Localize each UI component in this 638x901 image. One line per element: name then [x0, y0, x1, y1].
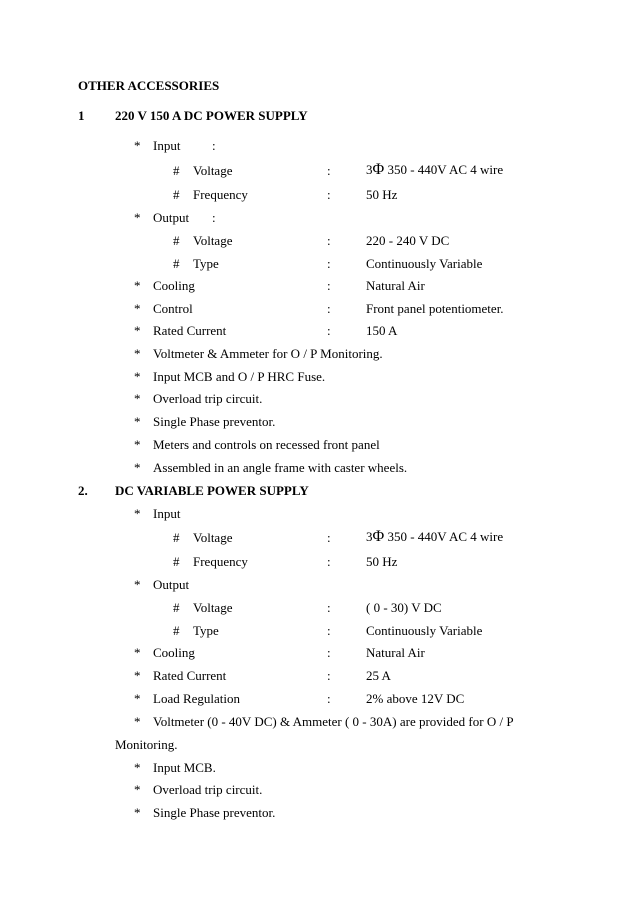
phi-symbol: Φ: [372, 161, 385, 178]
bullet: *: [134, 301, 141, 316]
s2-voltage-in-sep: :: [327, 530, 331, 545]
s2-voltage-out-label: Voltage: [193, 600, 233, 615]
section-2-number: 2.: [78, 483, 88, 498]
hash: #: [173, 623, 180, 638]
s1-input-colon: :: [212, 138, 216, 153]
s2-rated-current-value: 25 A: [366, 668, 391, 683]
s1-frequency-value: 50 Hz: [366, 187, 398, 202]
bullet: *: [134, 369, 141, 384]
s2-feature-item: Input MCB.: [153, 760, 216, 775]
s1-feature-item: Input MCB and O / P HRC Fuse.: [153, 369, 326, 384]
s1-feature-item: Single Phase preventor.: [153, 414, 276, 429]
s2-frequency-value: 50 Hz: [366, 554, 398, 569]
s2-voltage-in-label: Voltage: [193, 530, 233, 545]
s1-control-value: Front panel potentiometer.: [366, 301, 504, 316]
s1-input-label: Input: [153, 138, 181, 153]
s1-voltage-in-value: 3Φ 350 - 440V AC 4 wire: [366, 161, 504, 178]
s1-voltage-out-sep: :: [327, 233, 331, 248]
bullet: *: [134, 805, 141, 820]
bullet: *: [134, 323, 141, 338]
hash: #: [173, 256, 180, 271]
bullet: *: [134, 414, 141, 429]
bullet: *: [134, 691, 141, 706]
s1-cooling-label: Cooling: [153, 278, 195, 293]
hash: #: [173, 554, 180, 569]
bullet: *: [134, 645, 141, 660]
s1-output-colon: :: [212, 210, 216, 225]
bullet: *: [134, 577, 141, 592]
s2-feature-item: Overload trip circuit.: [153, 782, 263, 797]
s1-feature-item: Overload trip circuit.: [153, 391, 263, 406]
bullet: *: [134, 437, 141, 452]
s1-rated-current-sep: :: [327, 323, 331, 338]
bullet: *: [134, 760, 141, 775]
bullet: *: [134, 506, 141, 521]
s2-feature-item: Single Phase preventor.: [153, 805, 276, 820]
s2-rated-current-sep: :: [327, 668, 331, 683]
section-2-title: DC VARIABLE POWER SUPPLY: [115, 483, 309, 498]
s1-type-label: Type: [193, 256, 219, 271]
section-1-number: 1: [78, 108, 85, 123]
s2-output-label: Output: [153, 577, 190, 592]
hash: #: [173, 163, 180, 178]
section-1-title: 220 V 150 A DC POWER SUPPLY: [115, 108, 308, 123]
s1-voltage-in-sep: :: [327, 163, 331, 178]
hash: #: [173, 187, 180, 202]
s2-voltage-in-value: 3Φ 350 - 440V AC 4 wire: [366, 528, 504, 545]
bullet: *: [134, 782, 141, 797]
bullet: *: [134, 210, 141, 225]
s2-voltage-out-sep: :: [327, 600, 331, 615]
s1-control-label: Control: [153, 301, 193, 316]
s2-cooling-sep: :: [327, 645, 331, 660]
s1-type-value: Continuously Variable: [366, 256, 483, 271]
s2-frequency-sep: :: [327, 554, 331, 569]
s2-voltage-out-value: ( 0 - 30) V DC: [366, 600, 442, 615]
s2-load-regulation-sep: :: [327, 691, 331, 706]
s2-voltmeter-line: Voltmeter (0 - 40V DC) & Ammeter ( 0 - 30A) are provided for O / P: [153, 714, 514, 729]
bullet: *: [134, 346, 141, 361]
s1-cooling-sep: :: [327, 278, 331, 293]
s2-rated-current-label: Rated Current: [153, 668, 227, 683]
phi-symbol: Φ: [372, 528, 385, 545]
s1-voltage-out-label: Voltage: [193, 233, 233, 248]
s1-voltage-out-value: 220 - 240 V DC: [366, 233, 450, 248]
s1-output-label: Output: [153, 210, 190, 225]
bullet: *: [134, 278, 141, 293]
s2-type-sep: :: [327, 623, 331, 638]
bullet: *: [134, 714, 141, 729]
s2-load-regulation-label: Load Regulation: [153, 691, 241, 706]
s1-type-sep: :: [327, 256, 331, 271]
s1-frequency-sep: :: [327, 187, 331, 202]
s2-load-regulation-value: 2% above 12V DC: [366, 691, 465, 706]
page-heading: OTHER ACCESSORIES: [78, 78, 220, 93]
s1-control-sep: :: [327, 301, 331, 316]
s1-feature-item: Assembled in an angle frame with caster wheels.: [153, 460, 408, 475]
s1-frequency-label: Frequency: [193, 187, 248, 202]
s2-type-label: Type: [193, 623, 219, 638]
s2-cooling-label: Cooling: [153, 645, 195, 660]
s1-cooling-value: Natural Air: [366, 278, 425, 293]
s1-voltage-in-label: Voltage: [193, 163, 233, 178]
bullet: *: [134, 391, 141, 406]
s1-feature-item: Voltmeter & Ammeter for O / P Monitoring.: [153, 346, 383, 361]
s2-frequency-label: Frequency: [193, 554, 248, 569]
hash: #: [173, 530, 180, 545]
s2-voltmeter-cont: Monitoring.: [115, 737, 178, 752]
bullet: *: [134, 460, 141, 475]
s2-input-label: Input: [153, 506, 181, 521]
s1-rated-current-value: 150 A: [366, 323, 398, 338]
s2-type-value: Continuously Variable: [366, 623, 483, 638]
bullet: *: [134, 138, 141, 153]
bullet: *: [134, 668, 141, 683]
s1-feature-item: Meters and controls on recessed front panel: [153, 437, 380, 452]
s1-rated-current-label: Rated Current: [153, 323, 227, 338]
hash: #: [173, 600, 180, 615]
hash: #: [173, 233, 180, 248]
s2-cooling-value: Natural Air: [366, 645, 425, 660]
